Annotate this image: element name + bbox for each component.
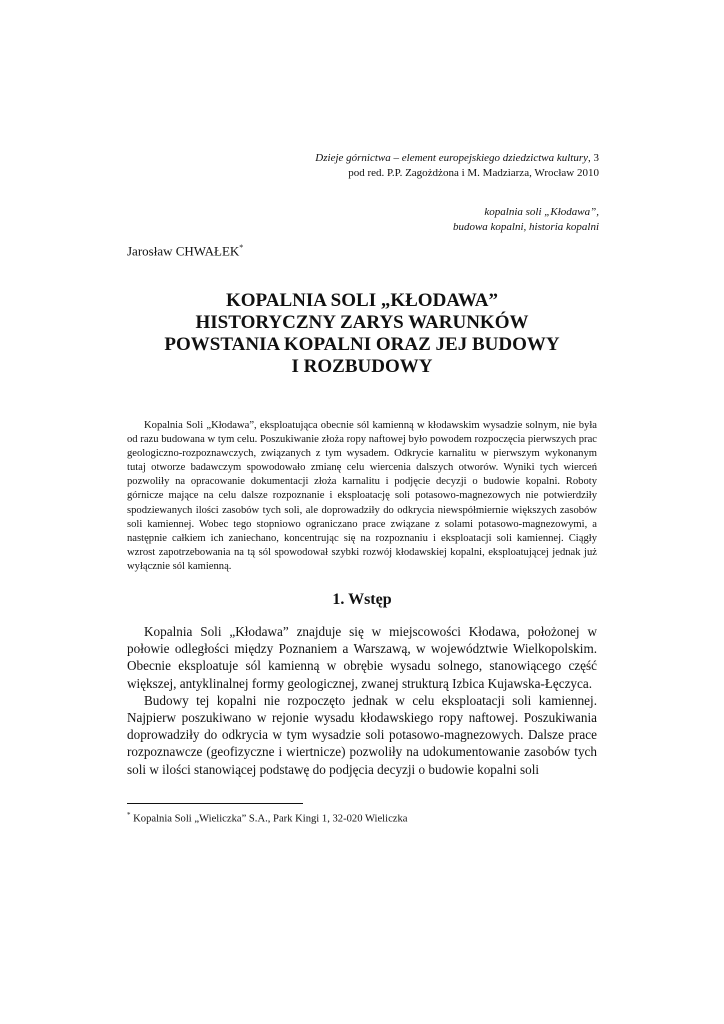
title-line-1: KOPALNIA SOLI „KŁODAWA” (225, 290, 499, 311)
journal-volume: , 3 (588, 152, 599, 164)
journal-title: Dzieje górnictwa – element europejskiego dziedzictwa kultury (315, 152, 588, 164)
section-body (127, 623, 597, 778)
footnote (127, 811, 407, 825)
title-line-3: POWSTANIA KOPALNI ORAZ JEJ BUDOWY (164, 334, 560, 355)
paragraph: Budowy tej kopalni nie rozpoczęto jednak w celu eksploatacji soli kamiennej. Najpierw poszukiwano w rejonie wysadu kłodawskiego ropy naftowej. Poszukiwania doprowadziły do odkrycia w tym wysadzie soli potasowo-magnezowych. Dalsze prace rozpoznawcze (geofizyczne i wiertnicze) pozwoliły na udokumentowanie zasobów tych soli w ilości stanowiącej podstawę do podjęcia decyzji o budowie kopalni soli (127, 692, 597, 777)
journal-line (315, 151, 599, 166)
author (127, 243, 243, 259)
keywords-line-1: kopalnia soli „Kłodawa”, (484, 206, 599, 218)
footnote-divider (127, 803, 303, 804)
author-footnote-mark: * (239, 243, 244, 252)
abstract: Kopalnia Soli „Kłodawa”, eksploatująca obecnie sól kamienną w kłodawskim wysadzie solnym, nie była od razu budowana w tym celu. Poszukiwanie złoża ropy naftowej było powodem rozpoczęcia pierwszych prac geologiczno-rozpoznawczych, związanych z tym wysadem. Odkrycie karnalitu w pierwszym wykonanym tutaj otworze badawczym spowodowało zmianę celu wiercenia dalszych otworów. Wyniki tych wierceń pozwoliły na opracowanie dokumentacji złoża karnalitu i podjęcie decyzji o budowie kopalni. Roboty górnicze mające na celu dalsze rozpoznanie i eksploatację soli potasowo-magnezowych nie potwierdziły spodziewanych ilości zasobów tych soli, ale doprowadziły do odkrycia niewspółmiernie większych zasobów soli kamiennej. Wobec tego stopniowo ograniczano prace związane z solami potasowo-magnezowymi, a następnie całkiem ich zaniechano, koncentrując się na rozpoznaniu i eksploatacji soli kamiennej. Ciągły wzrost zapotrzebowania na tą sól spowodował szybki rozwój kłodawskiej kopalni, eksploatującej jednak już wyłącznie sól kamienną. (127, 420, 597, 572)
title-line-4: I ROZBUDOWY (291, 356, 433, 377)
publication-header (315, 151, 599, 181)
section-heading: 1. Wstęp (332, 591, 392, 608)
keywords (453, 205, 599, 235)
paragraph: Kopalnia Soli „Kłodawa” znajduje się w miejscowości Kłodawa, położonej w połowie odległości między Poznaniem a Warszawą, w województwie Wielkopolskim. Obecnie eksploatuje sól kamienną w obrębie wysadu solnego, stanowiącego część większej, antyklinalnej formy geologicznej, zwanej strukturą Izbica Kujawska-Łęczyca. (127, 624, 597, 691)
title-line-2: HISTORYCZNY ZARYS WARUNKÓW (195, 312, 529, 333)
keywords-line-2: budowa kopalni, historia kopalni (452, 221, 599, 233)
paper-title (127, 290, 597, 378)
author-name: Jarosław CHWAŁEK (127, 243, 240, 259)
footnote-mark: * (127, 811, 131, 819)
footnote-text: Kopalnia Soli „Wieliczka” S.A., Park Kingi 1, 32-020 Wieliczka (130, 813, 408, 825)
editors-line: pod red. P.P. Zagożdżona i M. Madziarza, Wrocław 2010 (348, 167, 599, 179)
